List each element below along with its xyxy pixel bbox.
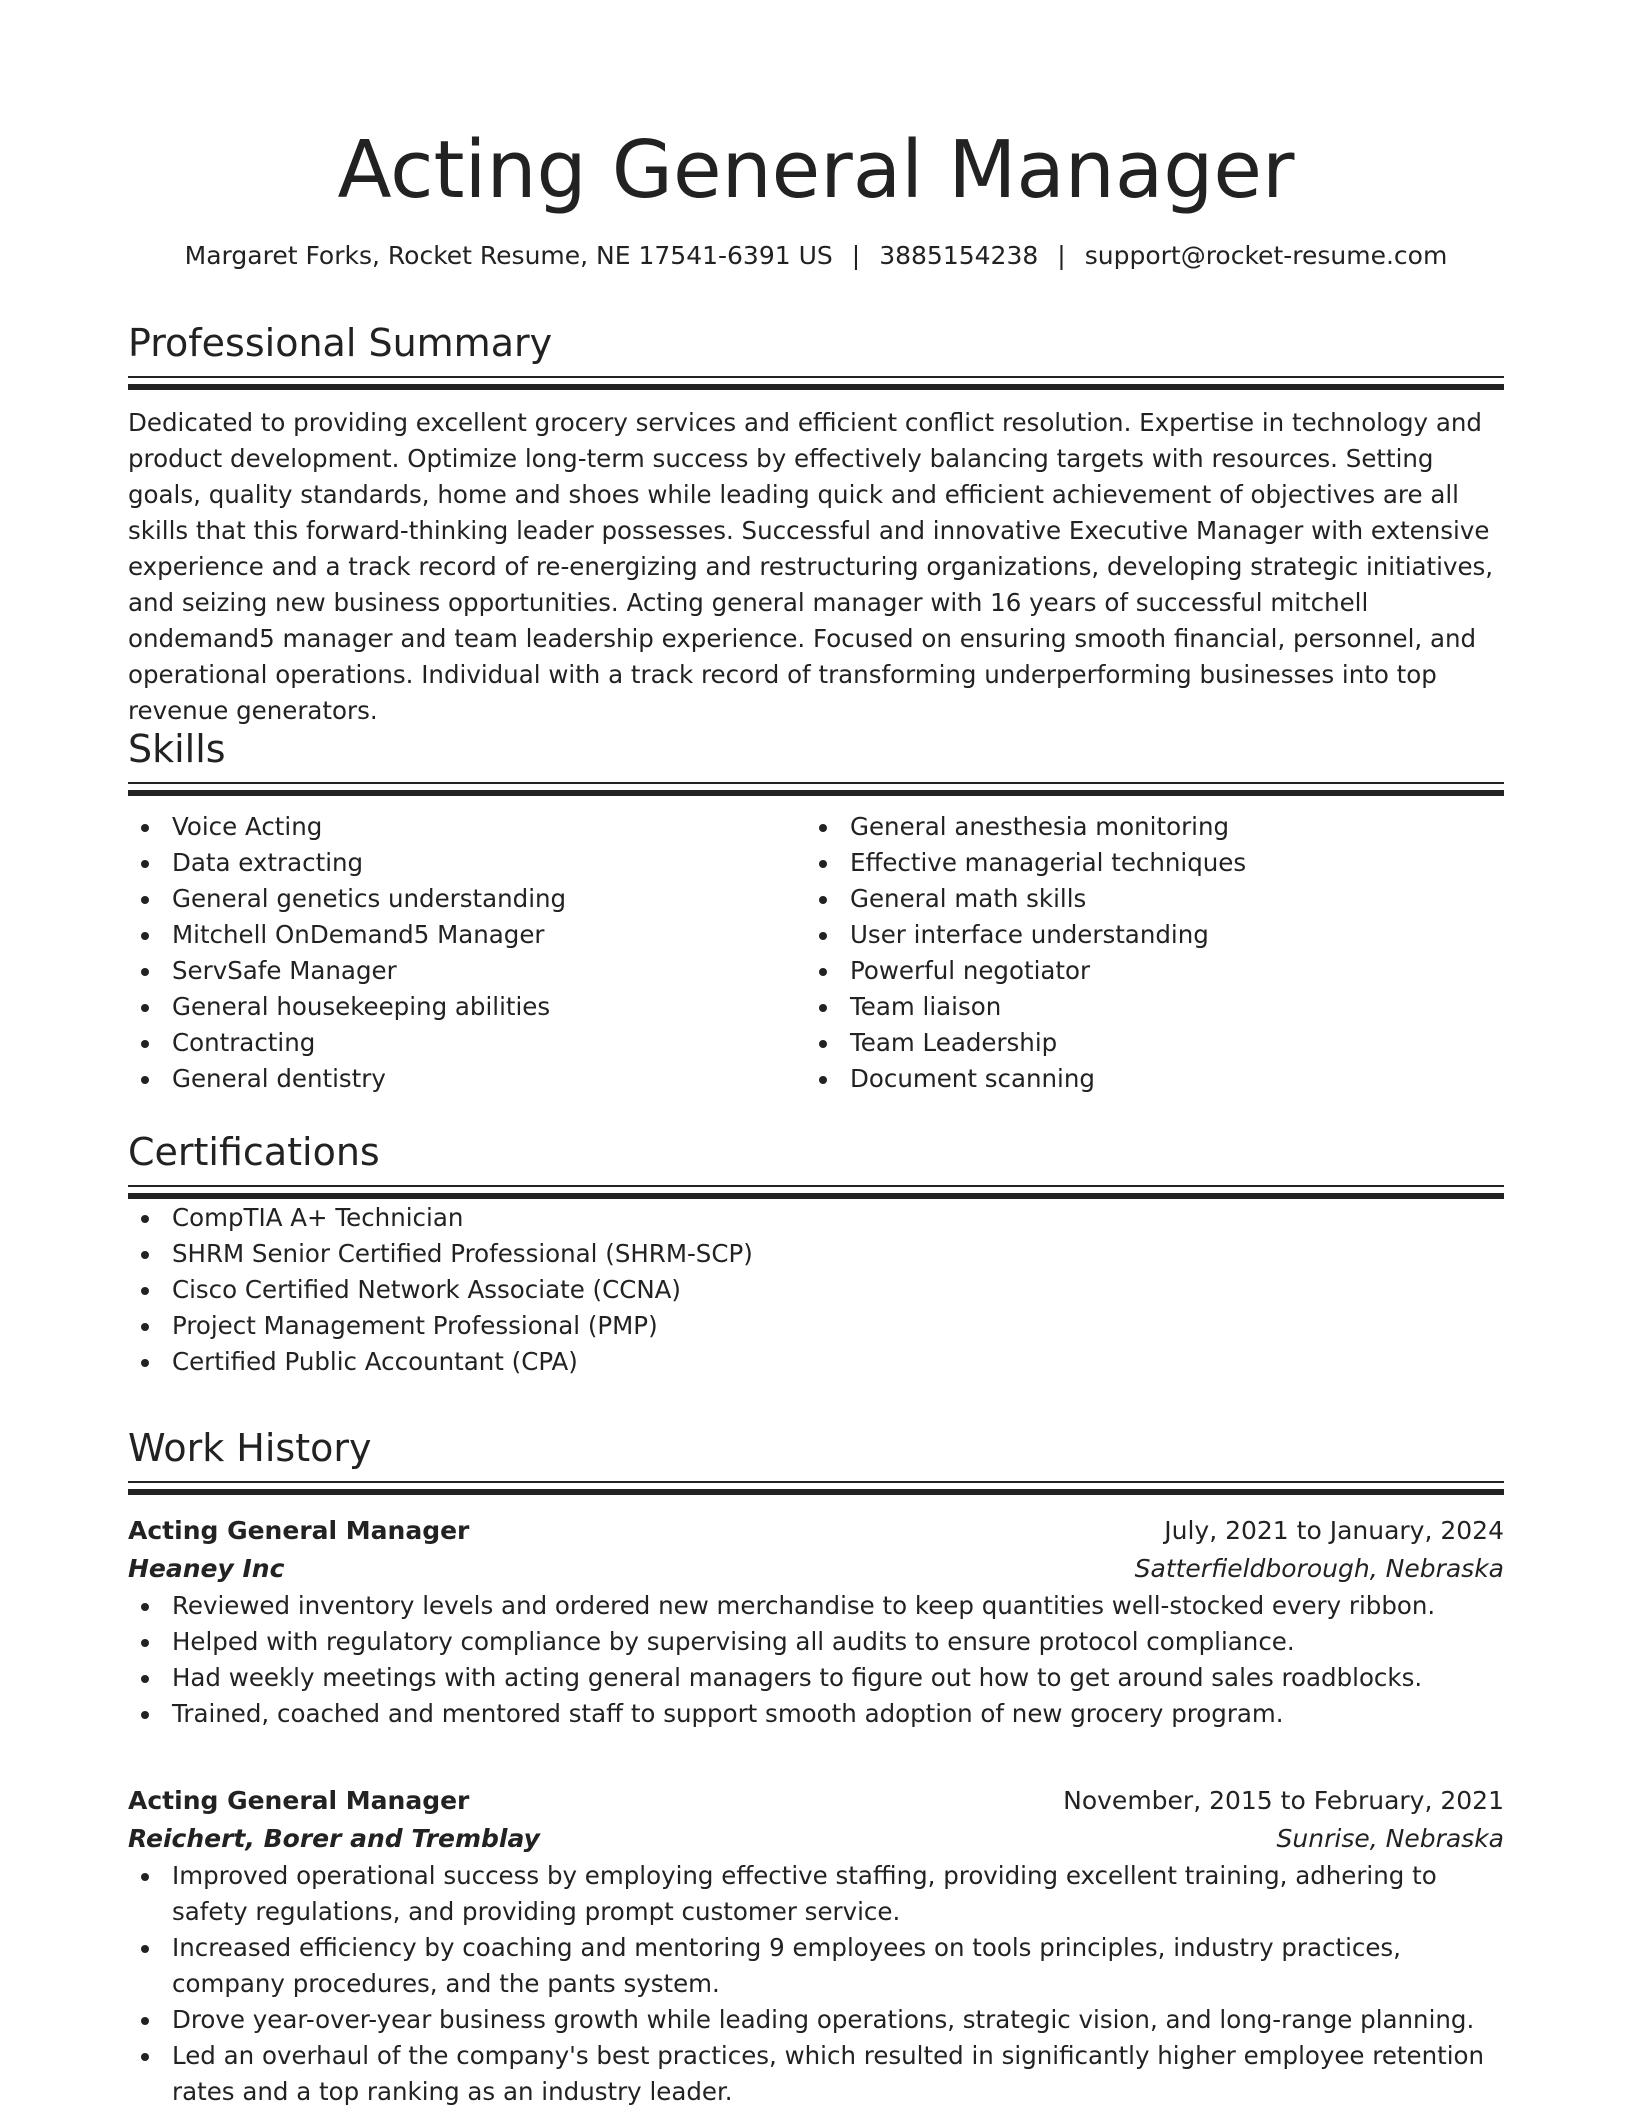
job-title: Acting General Manager xyxy=(128,1516,470,1545)
skill-item: Mitchell OnDemand5 Manager xyxy=(128,917,806,953)
skills-column-right xyxy=(806,809,1484,1097)
skills-heading: Skills xyxy=(128,727,226,771)
job-dates: November, 2015 to February, 2021 xyxy=(1063,1786,1504,1815)
job-title: Acting General Manager xyxy=(128,1786,470,1815)
section-divider xyxy=(128,376,1504,391)
skill-item: General math skills xyxy=(806,881,1484,917)
job-dates: July, 2021 to January, 2024 xyxy=(1164,1516,1504,1545)
certifications-section xyxy=(128,1127,1504,1380)
skill-item: General dentistry xyxy=(128,1061,806,1097)
contact-line xyxy=(128,238,1504,274)
section-divider xyxy=(128,1185,1504,1200)
skill-item: ServSafe Manager xyxy=(128,953,806,989)
job-bullet: Trained, coached and mentored staff to support smooth adoption of new grocery program. xyxy=(128,1696,1504,1732)
job-entry xyxy=(128,1782,1504,2110)
summary-heading: Professional Summary xyxy=(128,321,553,365)
skill-item: Data extracting xyxy=(128,845,806,881)
job-bullets xyxy=(128,1858,1504,2110)
job-subheader-row xyxy=(128,1820,1504,1858)
certifications-heading: Certifications xyxy=(128,1130,380,1174)
skill-item: Powerful negotiator xyxy=(806,953,1484,989)
skill-item: General genetics understanding xyxy=(128,881,806,917)
job-bullet: Led an overhaul of the company's best practices, which resulted in significantly higher employee retention rates and a top ranking as an industry leader. xyxy=(128,2038,1504,2110)
section-divider xyxy=(128,1481,1504,1496)
job-subheader-row xyxy=(128,1550,1504,1588)
certification-item: CompTIA A+ Technician xyxy=(128,1200,1504,1236)
job-company: Heaney Inc xyxy=(128,1554,285,1583)
job-header-row xyxy=(128,1512,1504,1550)
skill-item: Voice Acting xyxy=(128,809,806,845)
skills-column-left xyxy=(128,809,806,1097)
skill-item: Effective managerial techniques xyxy=(806,845,1484,881)
certification-item: Certified Public Accountant (CPA) xyxy=(128,1344,1504,1380)
skill-item: User interface understanding xyxy=(806,917,1484,953)
summary-section xyxy=(128,318,1504,729)
job-company: Reichert, Borer and Tremblay xyxy=(128,1824,540,1853)
certification-item: SHRM Senior Certified Professional (SHRM-SCP) xyxy=(128,1236,1504,1272)
resume-title: Acting General Manager xyxy=(337,124,1295,216)
section-divider xyxy=(128,782,1504,797)
contact-separator: | xyxy=(851,241,861,270)
skill-item: Team Leadership xyxy=(806,1025,1484,1061)
skill-item: General anesthesia monitoring xyxy=(806,809,1484,845)
certifications-list xyxy=(128,1200,1504,1380)
resume-page xyxy=(128,0,1504,2112)
job-bullet: Reviewed inventory levels and ordered new merchandise to keep quantities well-stocked every ribbon. xyxy=(128,1588,1504,1624)
job-bullet: Had weekly meetings with acting general managers to figure out how to get around sales roadblocks. xyxy=(128,1660,1504,1696)
summary-text: Dedicated to providing excellent grocery services and efficient conflict resolution. Expertise in technology and product development. Optimize long-term success by effectively balancing targets with resources. Setting goals, quality standards, home and shoes while leading quick and efficient achievement of objectives are all skills that this forward-thinking leader possesses. Successful and innovative Executive Manager with extensive experience and a track record of re-energizing and restructuring organizations, developing strategic initiatives, and seizing new business opportunities. Acting general manager with 16 years of successful mitchell ondemand5 manager and team leadership experience. Focused on ensuring smooth financial, personnel, and operational operations. Individual with a track record of transforming underperforming businesses into top revenue generators. xyxy=(128,408,1494,725)
job-entry xyxy=(128,1512,1504,1732)
skill-item: Team liaison xyxy=(806,989,1484,1025)
job-header-row xyxy=(128,1782,1504,1820)
contact-email: support@rocket-resume.com xyxy=(1084,241,1448,270)
skills-section xyxy=(128,724,1504,1097)
contact-phone: 3885154238 xyxy=(879,241,1039,270)
job-bullet: Drove year-over-year business growth while leading operations, strategic vision, and long-range planning. xyxy=(128,2002,1504,2038)
skill-item: Contracting xyxy=(128,1025,806,1061)
certification-item: Project Management Professional (PMP) xyxy=(128,1308,1504,1344)
job-bullet: Improved operational success by employing effective staffing, providing excellent training, adhering to safety regulations, and providing prompt customer service. xyxy=(128,1858,1504,1930)
job-location: Satterfieldborough, Nebraska xyxy=(1134,1554,1504,1583)
work-history-section xyxy=(128,1423,1504,1496)
contact-address: Margaret Forks, Rocket Resume, NE 17541-6391 US xyxy=(184,241,833,270)
job-bullet: Helped with regulatory compliance by supervising all audits to ensure protocol compliance. xyxy=(128,1624,1504,1660)
job-bullets xyxy=(128,1588,1504,1732)
skill-item: Document scanning xyxy=(806,1061,1484,1097)
certification-item: Cisco Certified Network Associate (CCNA) xyxy=(128,1272,1504,1308)
contact-separator: | xyxy=(1057,241,1066,270)
skill-item: General housekeeping abilities xyxy=(128,989,806,1025)
skills-grid xyxy=(128,809,1504,1097)
work-history-heading: Work History xyxy=(128,1426,372,1470)
job-location: Sunrise, Nebraska xyxy=(1276,1824,1504,1853)
job-bullet: Increased efficiency by coaching and mentoring 9 employees on tools principles, industry practices, company procedures, and the pants system. xyxy=(128,1930,1504,2002)
